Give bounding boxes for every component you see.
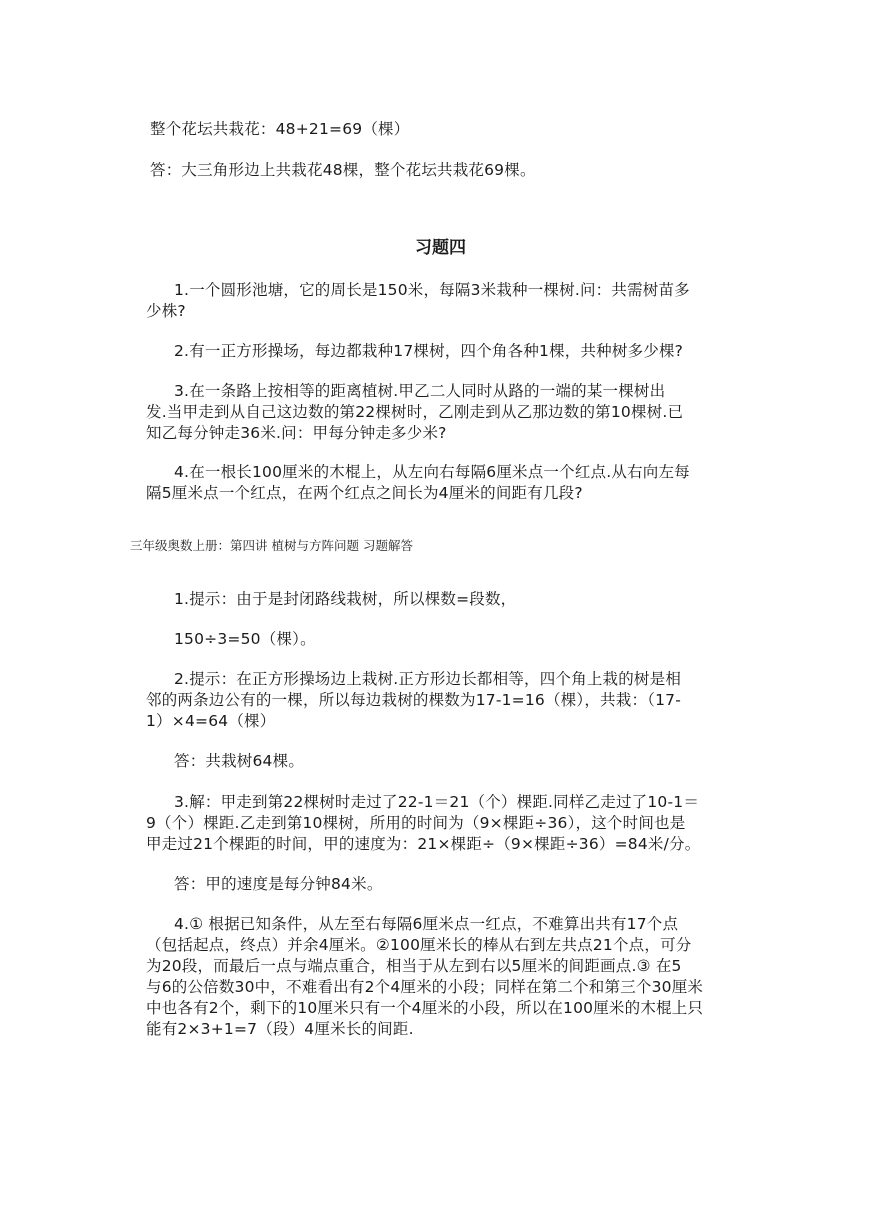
answer-3-conclusion: 答：甲的速度是每分钟84米。 — [174, 875, 383, 893]
answer-2-line-1: 2.提示：在正方形操场边上栽树.正方形边长都相等，四个角上栽的树是相 — [174, 670, 682, 688]
exercise-title: 习题四 — [415, 238, 466, 258]
answers-header: 三年级奥数上册：第四讲 植树与方阵问题 习题解答 — [130, 538, 413, 553]
question-3-line-3: 知乙每分钟走36米.问：甲每分钟走多少米? — [146, 424, 447, 442]
answer-3-line-2: 9（个）棵距.乙走到第10棵树，所用的时间为（9×棵距÷36），这个时间也是 — [146, 814, 686, 832]
answer-2-conclusion: 答：共栽树64棵。 — [174, 752, 305, 770]
total-flowers-line: 整个花坛共栽花：48+21=69（棵） — [150, 120, 410, 138]
answer-4-line-6: 能有2×3+1=7（段）4厘米长的间距. — [146, 1020, 414, 1038]
answer-4-line-5: 中也各有2个，剩下的10厘米只有一个4厘米的小段，所以在100厘米的木棍上只 — [146, 999, 704, 1017]
question-3-line-1: 3.在一条路上按相等的距离植树.甲乙二人同时从路的一端的某一棵树出 — [174, 382, 666, 400]
answer-3-line-1: 3.解：甲走到第22棵树时走过了22-1＝21（个）棵距.同样乙走过了10-1＝ — [174, 793, 700, 811]
question-4-line-2: 隔5厘米点一个红点，在两个红点之间长为4厘米的间距有几段? — [146, 484, 583, 502]
answer-3-line-3: 甲走过21个棵距的时间，甲的速度为：21×棵距÷（9×棵距÷36）=84米/分。 — [146, 835, 701, 853]
answer-1-line-2: 150÷3=50（棵）。 — [174, 630, 316, 648]
question-2-line-1: 2.有一正方形操场，每边都栽种17棵树，四个角各种1棵，共种树多少棵? — [174, 342, 684, 360]
answer-2-line-3: 1）×4=64（棵） — [146, 712, 276, 730]
answer-4-line-3: 为20段，而最后一点与端点重合，相当于从左到右以5厘米的间距画点.③ 在5 — [146, 957, 682, 975]
question-1-line-2: 少株? — [146, 302, 186, 320]
answer-line: 答：大三角形边上共栽花48棵，整个花坛共栽花69棵。 — [150, 161, 536, 179]
question-1-line-1: 1.一个圆形池塘，它的周长是150米，每隔3米栽种一棵树.问：共需树苗多 — [174, 281, 690, 299]
answer-1-line-1: 1.提示：由于是封闭路线栽树，所以棵数=段数， — [174, 590, 517, 608]
question-3-line-2: 发.当甲走到从自己这边数的第22棵树时，乙刚走到从乙那边数的第10棵树.已 — [146, 403, 684, 421]
answer-4-line-1: 4.① 根据已知条件，从左至右每隔6厘米点一红点，不难算出共有17个点 — [174, 915, 679, 933]
question-4-line-1: 4.在一根长100厘米的木棍上，从左向右每隔6厘米点一个红点.从右向左每 — [174, 463, 690, 481]
answer-4-line-4: 与6的公倍数30中，不难看出有2个4厘米的小段；同样在第二个和第三个30厘米 — [146, 978, 704, 996]
answer-4-line-2: （包括起点，终点）并余4厘米。②100厘米长的棒从右到左共点21个点，可分 — [146, 936, 692, 954]
answer-2-line-2: 邻的两条边公有的一棵，所以每边栽树的棵数为17-1=16（棵），共栽：（17- — [146, 691, 682, 709]
